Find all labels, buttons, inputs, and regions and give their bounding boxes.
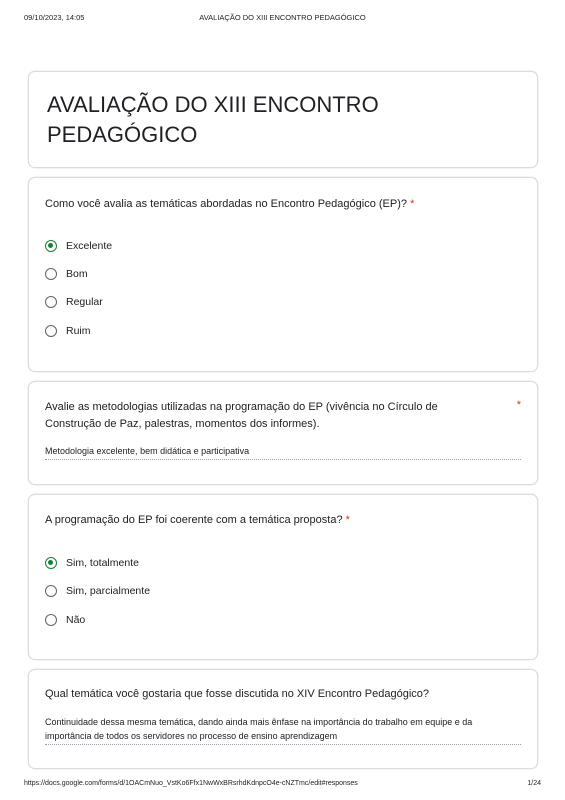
- print-datetime: 09/10/2023, 14:05: [24, 13, 85, 22]
- question-card-temáticas: [28, 177, 538, 372]
- print-page-number: 1/24: [527, 780, 541, 787]
- radio-unchecked-icon[interactable]: [45, 585, 57, 597]
- print-header-title: AVALIAÇÃO DO XIII ENCONTRO PEDAGÓGICO: [199, 13, 366, 22]
- radio-option-regular[interactable]: [45, 296, 103, 308]
- required-asterisk: *: [410, 198, 415, 210]
- form-title: AVALIAÇÃO DO XIII ENCONTRO PEDAGÓGICO: [47, 92, 379, 147]
- option-label: Ruim: [66, 325, 91, 337]
- print-footer: [24, 780, 541, 787]
- option-label: Regular: [66, 296, 103, 308]
- radio-option-bom[interactable]: [45, 268, 88, 280]
- question-label: Avalie as metodologias utilizadas na programação do EP (vivência no Círculo de Construção de Paz, palestras, momentos dos informes).: [45, 401, 438, 430]
- required-asterisk: *: [516, 399, 521, 411]
- radio-option-nao[interactable]: [45, 614, 85, 626]
- question-card-metodologias: [28, 381, 538, 485]
- radio-checked-icon[interactable]: [45, 557, 57, 569]
- question-text: [45, 512, 521, 529]
- radio-option-ruim[interactable]: [45, 325, 91, 337]
- text-answer[interactable]: Continuidade dessa mesma temática, dando ainda mais ênfase na importância do trabalho em equipe e da importância de todos os servidores no processo de ensino aprendizagem: [45, 715, 521, 745]
- print-url: https://docs.google.com/forms/d/1OACmNuo_VstKo6Ffx1NwWxBRsrhdKdnpcO4e-cNZTmc/edit#responses: [24, 780, 358, 787]
- question-text: [45, 196, 521, 213]
- option-label: Bom: [66, 268, 88, 280]
- question-card-proxima-tematica: [28, 669, 538, 769]
- question-card-coerente: [28, 494, 538, 660]
- radio-checked-icon[interactable]: [45, 240, 57, 252]
- text-answer[interactable]: Metodologia excelente, bem didática e participativa: [45, 444, 521, 460]
- radio-option-excelente[interactable]: [45, 240, 112, 252]
- radio-option-sim-parcialmente[interactable]: [45, 585, 150, 597]
- print-header: [24, 13, 541, 22]
- option-label: Excelente: [66, 240, 113, 252]
- question-label: Como você avalia as temáticas abordadas no Encontro Pedagógico (EP)?: [45, 198, 407, 210]
- radio-unchecked-icon[interactable]: [45, 268, 57, 280]
- required-asterisk: *: [345, 514, 350, 526]
- option-label: Sim, parcialmente: [66, 585, 151, 597]
- radio-option-sim-totalmente[interactable]: [45, 557, 139, 569]
- form-title-card: [28, 71, 538, 168]
- question-label: A programação do EP foi coerente com a temática proposta?: [45, 514, 343, 526]
- radio-unchecked-icon[interactable]: [45, 325, 57, 337]
- option-label: Não: [66, 614, 86, 626]
- option-label: Sim, totalmente: [66, 557, 139, 569]
- radio-unchecked-icon[interactable]: [45, 614, 57, 626]
- question-label: Qual temática você gostaria que fosse discutida no XIV Encontro Pedagógico?: [45, 688, 430, 700]
- radio-unchecked-icon[interactable]: [45, 296, 57, 308]
